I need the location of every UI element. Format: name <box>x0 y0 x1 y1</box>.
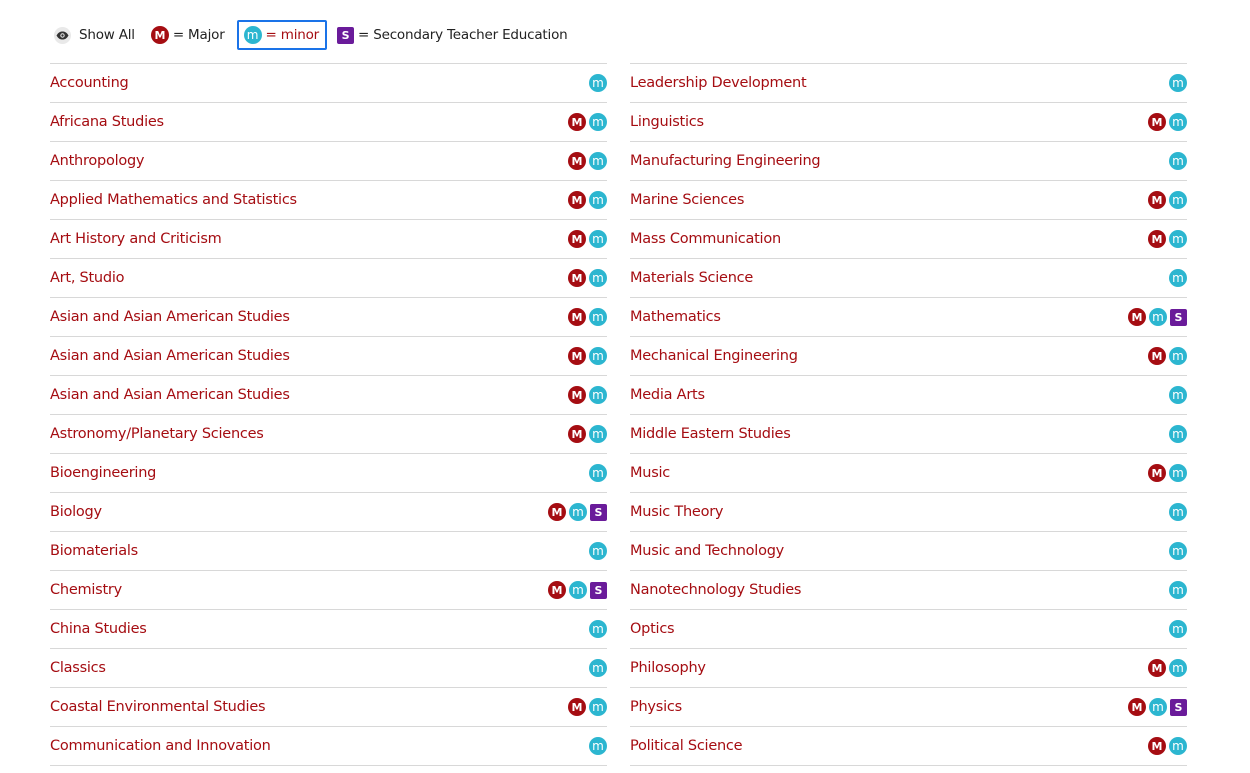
program-link-asian-and-asian-american-studies[interactable]: Asian and Asian American Studies <box>50 387 290 403</box>
major-badge-icon[interactable]: M <box>568 308 586 326</box>
program-link-philosophy[interactable]: Philosophy <box>630 660 706 676</box>
major-label: = Major <box>172 27 225 43</box>
program-row <box>630 297 1187 336</box>
program-badges <box>1128 308 1187 326</box>
program-badges <box>1169 503 1187 521</box>
minor-badge-icon[interactable]: m <box>1169 425 1187 443</box>
program-badges <box>568 191 607 209</box>
minor-badge-icon[interactable]: m <box>589 269 607 287</box>
program-link-biomaterials[interactable]: Biomaterials <box>50 543 138 559</box>
program-row <box>630 180 1187 219</box>
program-badges <box>1169 269 1187 287</box>
major-badge-icon[interactable]: M <box>568 269 586 287</box>
program-badges <box>568 698 607 716</box>
program-badges <box>568 347 607 365</box>
program-link-manufacturing-engineering[interactable]: Manufacturing Engineering <box>630 153 821 169</box>
program-row <box>50 375 607 414</box>
secondary-badge-icon[interactable]: S <box>1170 699 1187 716</box>
program-link-middle-eastern-studies[interactable]: Middle Eastern Studies <box>630 426 791 442</box>
program-link-africana-studies[interactable]: Africana Studies <box>50 114 164 130</box>
program-row <box>50 336 607 375</box>
program-row <box>630 414 1187 453</box>
minor-badge-icon[interactable]: m <box>1169 191 1187 209</box>
program-row <box>50 219 607 258</box>
program-row <box>50 648 607 687</box>
major-badge-icon[interactable]: M <box>1148 464 1166 482</box>
minor-badge-icon[interactable]: m <box>1169 737 1187 755</box>
show-all-label: Show All <box>79 27 135 43</box>
minor-badge-icon[interactable]: m <box>589 425 607 443</box>
program-badges <box>568 425 607 443</box>
program-badges <box>1148 464 1187 482</box>
program-badges <box>1169 152 1187 170</box>
program-row <box>50 726 607 766</box>
program-link-optics[interactable]: Optics <box>630 621 675 637</box>
minor-badge-icon[interactable]: m <box>589 152 607 170</box>
major-badge-icon[interactable]: M <box>548 581 566 599</box>
major-badge-icon[interactable]: M <box>548 503 566 521</box>
program-link-asian-and-asian-american-studies[interactable]: Asian and Asian American Studies <box>50 348 290 364</box>
program-row <box>50 141 607 180</box>
minor-badge-icon[interactable]: m <box>589 113 607 131</box>
minor-badge-icon[interactable]: m <box>1169 581 1187 599</box>
secondary-badge-icon[interactable]: S <box>1170 309 1187 326</box>
major-badge-icon[interactable]: M <box>568 347 586 365</box>
program-badges <box>1128 698 1187 716</box>
minor-badge-icon[interactable]: m <box>1169 464 1187 482</box>
show-all-filter[interactable] <box>54 27 135 44</box>
minor-label: = minor <box>265 27 320 43</box>
program-list-right <box>630 63 1187 766</box>
program-badges <box>589 542 607 560</box>
program-row <box>630 336 1187 375</box>
minor-badge-icon[interactable]: m <box>1169 347 1187 365</box>
program-link-applied-mathematics-and-statistics[interactable]: Applied Mathematics and Statistics <box>50 192 297 208</box>
program-link-asian-and-asian-american-studies[interactable]: Asian and Asian American Studies <box>50 309 290 325</box>
program-badges <box>589 737 607 755</box>
program-badges <box>568 113 607 131</box>
program-row <box>50 258 607 297</box>
program-badges <box>1169 620 1187 638</box>
program-link-linguistics[interactable]: Linguistics <box>630 114 704 130</box>
program-link-chemistry[interactable]: Chemistry <box>50 582 122 598</box>
program-link-mass-communication[interactable]: Mass Communication <box>630 231 781 247</box>
program-link-physics[interactable]: Physics <box>630 699 682 715</box>
program-badges <box>548 581 607 599</box>
program-badges <box>589 659 607 677</box>
program-link-music-and-technology[interactable]: Music and Technology <box>630 543 784 559</box>
program-badges <box>1148 737 1187 755</box>
minor-badge-icon[interactable]: m <box>1169 152 1187 170</box>
program-row <box>630 102 1187 141</box>
minor-badge-icon[interactable]: m <box>1169 503 1187 521</box>
program-badges <box>568 230 607 248</box>
minor-badge-icon[interactable]: m <box>1169 386 1187 404</box>
program-list-left <box>50 63 607 766</box>
major-filter[interactable] <box>151 26 225 44</box>
program-link-bioengineering[interactable]: Bioengineering <box>50 465 157 481</box>
major-badge-icon[interactable]: M <box>1128 308 1146 326</box>
minor-badge-icon[interactable]: m <box>589 191 607 209</box>
minor-badge-icon[interactable]: m <box>589 542 607 560</box>
legend-filter-bar <box>50 18 580 52</box>
program-row <box>630 609 1187 648</box>
program-badges <box>568 308 607 326</box>
major-badge-icon[interactable]: M <box>1148 113 1166 131</box>
program-link-marine-sciences[interactable]: Marine Sciences <box>630 192 745 208</box>
program-badges <box>548 503 607 521</box>
program-link-music-theory[interactable]: Music Theory <box>630 504 724 520</box>
major-badge-icon[interactable]: M <box>1148 659 1166 677</box>
program-row <box>50 570 607 609</box>
program-row <box>630 492 1187 531</box>
program-link-nanotechnology-studies[interactable]: Nanotechnology Studies <box>630 582 802 598</box>
minor-badge-icon[interactable]: m <box>1149 698 1167 716</box>
program-row <box>50 609 607 648</box>
program-link-mathematics[interactable]: Mathematics <box>630 309 721 325</box>
secondary-icon: S <box>337 27 354 44</box>
program-badges <box>1169 425 1187 443</box>
program-link-classics[interactable]: Classics <box>50 660 106 676</box>
secondary-badge-icon[interactable]: S <box>590 504 607 521</box>
program-badges <box>1148 659 1187 677</box>
minor-badge-icon[interactable]: m <box>589 659 607 677</box>
program-row <box>630 726 1187 766</box>
program-badges <box>1148 113 1187 131</box>
major-badge-icon[interactable]: M <box>568 152 586 170</box>
major-badge-icon[interactable]: M <box>1148 230 1166 248</box>
minor-badge-icon[interactable]: m <box>1169 74 1187 92</box>
program-badges <box>1169 581 1187 599</box>
major-badge-icon[interactable]: M <box>1148 191 1166 209</box>
program-row <box>50 414 607 453</box>
program-row <box>50 687 607 726</box>
secondary-label: = Secondary Teacher Education <box>358 27 568 43</box>
minor-badge-icon[interactable]: m <box>589 698 607 716</box>
minor-badge-icon[interactable]: m <box>569 581 587 599</box>
program-row <box>50 180 607 219</box>
program-row <box>630 258 1187 297</box>
minor-badge-icon[interactable]: m <box>1169 659 1187 677</box>
minor-badge-icon[interactable]: m <box>1169 542 1187 560</box>
program-badges <box>568 152 607 170</box>
minor-badge-icon[interactable]: m <box>1149 308 1167 326</box>
major-badge-icon[interactable]: M <box>568 230 586 248</box>
program-row <box>50 102 607 141</box>
program-row <box>630 687 1187 726</box>
program-badges <box>589 464 607 482</box>
program-link-biology[interactable]: Biology <box>50 504 102 520</box>
program-link-media-arts[interactable]: Media Arts <box>630 387 705 403</box>
program-link-communication-and-innovation[interactable]: Communication and Innovation <box>50 738 271 754</box>
program-badges <box>589 74 607 92</box>
program-badges <box>1169 386 1187 404</box>
program-link-astronomy-planetary-sciences[interactable]: Astronomy/Planetary Sciences <box>50 426 264 442</box>
minor-badge-icon[interactable]: m <box>1169 113 1187 131</box>
program-row <box>630 141 1187 180</box>
program-link-accounting[interactable]: Accounting <box>50 75 129 91</box>
major-badge-icon[interactable]: M <box>1148 737 1166 755</box>
minor-badge-icon[interactable]: m <box>589 230 607 248</box>
minor-badge-icon[interactable]: m <box>589 386 607 404</box>
program-link-music[interactable]: Music <box>630 465 671 481</box>
program-row <box>50 531 607 570</box>
program-row <box>50 453 607 492</box>
secondary-filter[interactable] <box>337 27 567 44</box>
minor-icon: m <box>244 26 262 44</box>
program-link-political-science[interactable]: Political Science <box>630 738 743 754</box>
program-link-mechanical-engineering[interactable]: Mechanical Engineering <box>630 348 798 364</box>
program-badges <box>1169 74 1187 92</box>
major-badge-icon[interactable]: M <box>568 386 586 404</box>
program-badges <box>589 620 607 638</box>
program-badges <box>1148 230 1187 248</box>
program-badges <box>568 386 607 404</box>
program-row <box>630 63 1187 102</box>
major-badge-icon[interactable]: M <box>568 698 586 716</box>
minor-badge-icon[interactable]: m <box>589 308 607 326</box>
major-badge-icon[interactable]: M <box>568 113 586 131</box>
major-badge-icon[interactable]: M <box>1148 347 1166 365</box>
program-link-art-studio[interactable]: Art, Studio <box>50 270 125 286</box>
program-badges <box>1148 347 1187 365</box>
minor-badge-icon[interactable]: m <box>1169 620 1187 638</box>
major-badge-icon[interactable]: M <box>568 425 586 443</box>
program-row <box>630 570 1187 609</box>
program-row <box>50 297 607 336</box>
minor-badge-icon[interactable]: m <box>589 347 607 365</box>
program-link-anthropology[interactable]: Anthropology <box>50 153 145 169</box>
program-link-materials-science[interactable]: Materials Science <box>630 270 754 286</box>
minor-badge-icon[interactable]: m <box>589 620 607 638</box>
program-row <box>630 453 1187 492</box>
program-row <box>630 531 1187 570</box>
minor-badge-icon[interactable]: m <box>589 464 607 482</box>
program-badges <box>568 269 607 287</box>
program-link-coastal-environmental-studies[interactable]: Coastal Environmental Studies <box>50 699 266 715</box>
program-link-leadership-development[interactable]: Leadership Development <box>630 75 807 91</box>
program-row <box>630 375 1187 414</box>
minor-badge-icon[interactable]: m <box>1169 269 1187 287</box>
secondary-badge-icon[interactable]: S <box>590 582 607 599</box>
program-link-china-studies[interactable]: China Studies <box>50 621 147 637</box>
major-badge-icon[interactable]: M <box>568 191 586 209</box>
minor-badge-icon[interactable]: m <box>1169 230 1187 248</box>
program-row <box>50 63 607 102</box>
minor-badge-icon[interactable]: m <box>569 503 587 521</box>
minor-badge-icon[interactable]: m <box>589 74 607 92</box>
minor-badge-icon[interactable]: m <box>589 737 607 755</box>
minor-filter[interactable] <box>237 20 327 50</box>
program-row <box>630 219 1187 258</box>
major-icon: M <box>151 26 169 44</box>
program-badges <box>1169 542 1187 560</box>
program-link-art-history-and-criticism[interactable]: Art History and Criticism <box>50 231 222 247</box>
eye-icon <box>54 27 71 44</box>
program-row <box>630 648 1187 687</box>
program-row <box>50 492 607 531</box>
program-badges <box>1148 191 1187 209</box>
major-badge-icon[interactable]: M <box>1128 698 1146 716</box>
